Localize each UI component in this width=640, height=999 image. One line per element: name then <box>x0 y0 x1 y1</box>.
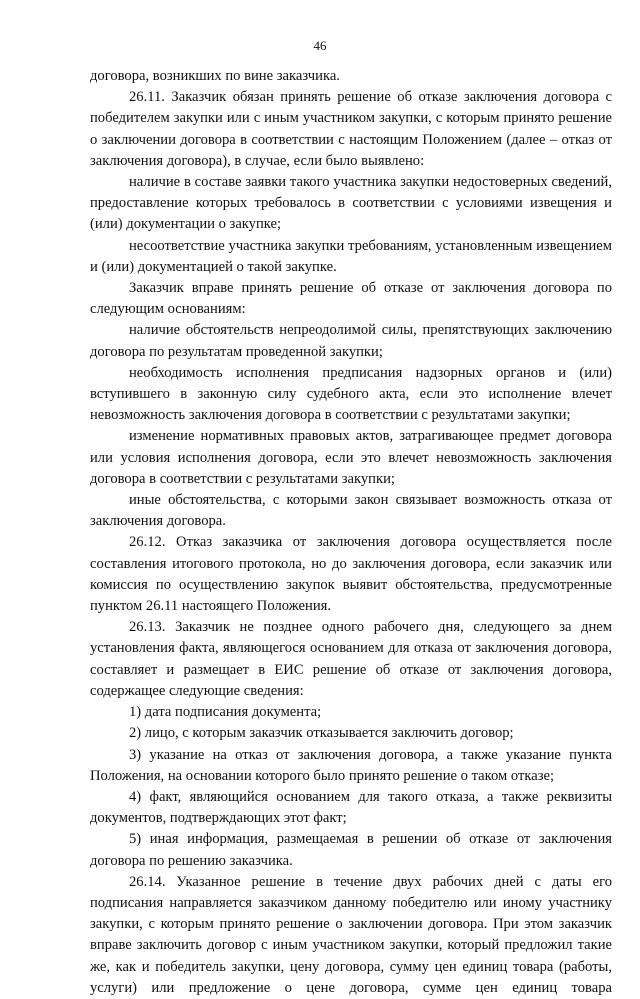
list-item: 4) факт, являющийся основанием для такого отказа, а также реквизиты документов, подтверждающих этот факт; <box>90 788 612 827</box>
paragraph: Заказчик вправе принять решение об отказе от заключения договора по следующим основаниям: <box>90 280 612 318</box>
paragraph-clause-26-11: 26.11. Заказчик обязан принять решение об отказе заключения договора с победителем закупки или с иным участником закупки, с которым принято решение о заключении договора в соответствии с настоящим Положением (далее – отказ от заключения договора), в случае, если было выявлено: <box>90 89 612 169</box>
paragraph-clause-26-13: 26.13. Заказчик не позднее одного рабочего дня, следующего за днем установления факта, являющегося основанием для отказа от заключения договора, составляет и размещает в ЕИС решение об отказе от заключения договора, содержащее следующие сведения: <box>90 619 612 699</box>
paragraph: наличие в составе заявки такого участника закупки недостоверных сведений, предоставление которых требовалось в соответствии с условиями извещения и (или) документации о закупке; <box>90 174 612 233</box>
page-number: 46 <box>313 38 327 53</box>
paragraph: необходимость исполнения предписания надзорных органов и (или) вступившего в законную силу судебного акта, если это исполнение влечет невозможность заключения договора в соответствии с результатами закупки; <box>90 364 612 424</box>
list-item: 3) указание на отказ от заключения договора, а также указание пункта Положения, на основании которого было принято решение о таком отказе; <box>90 746 612 784</box>
list-item: 2) лицо, с которым заказчик отказывается заключить договор; <box>129 725 514 742</box>
paragraph: договора, возникших по вине заказчика. <box>90 68 340 84</box>
paragraph: изменение нормативных правовых актов, затрагивающее предмет договора или условия исполнения договора, если это влечет невозможность заключения договора в соответствии с результатами закупки; <box>90 428 612 487</box>
document-body <box>90 66 612 999</box>
paragraph: иные обстоятельства, с которыми закон связывает возможность отказа от заключения договора. <box>90 492 612 530</box>
list-item: 5) иная информация, размещаемая в решении об отказе от заключения договора по решению заказчика. <box>90 831 612 869</box>
paragraph: несоответствие участника закупки требованиям, установленным извещением и (или) документацией о такой закупке. <box>90 237 612 275</box>
paragraph-clause-26-14: 26.14. Указанное решение в течение двух рабочих дней с даты его подписания направляется заказчиком данному победителю или иному участнику закупки, с которым принято решение о заключении договора. При этом заказчик вправе заключить договор с иным участником закупки, который предложил такие же, как и победитель закупки, цену договора, сумму цен единиц товара (работы, услуги) или предложение о цене договора, сумме цен единиц товара <box>90 873 612 996</box>
paragraph: наличие обстоятельств непреодолимой силы, препятствующих заключению договора по результатам проведенной закупки; <box>90 322 612 360</box>
paragraph-clause-26-12: 26.12. Отказ заказчика от заключения договора осуществляется после составления итогового протокола, но до заключения договора, если заказчик или комиссия по осуществлению закупок выявит обстоятельства, предусмотренные пунктом 26.11 настоящего Положения. <box>90 534 612 615</box>
list-item: 1) дата подписания документа; <box>129 704 322 721</box>
